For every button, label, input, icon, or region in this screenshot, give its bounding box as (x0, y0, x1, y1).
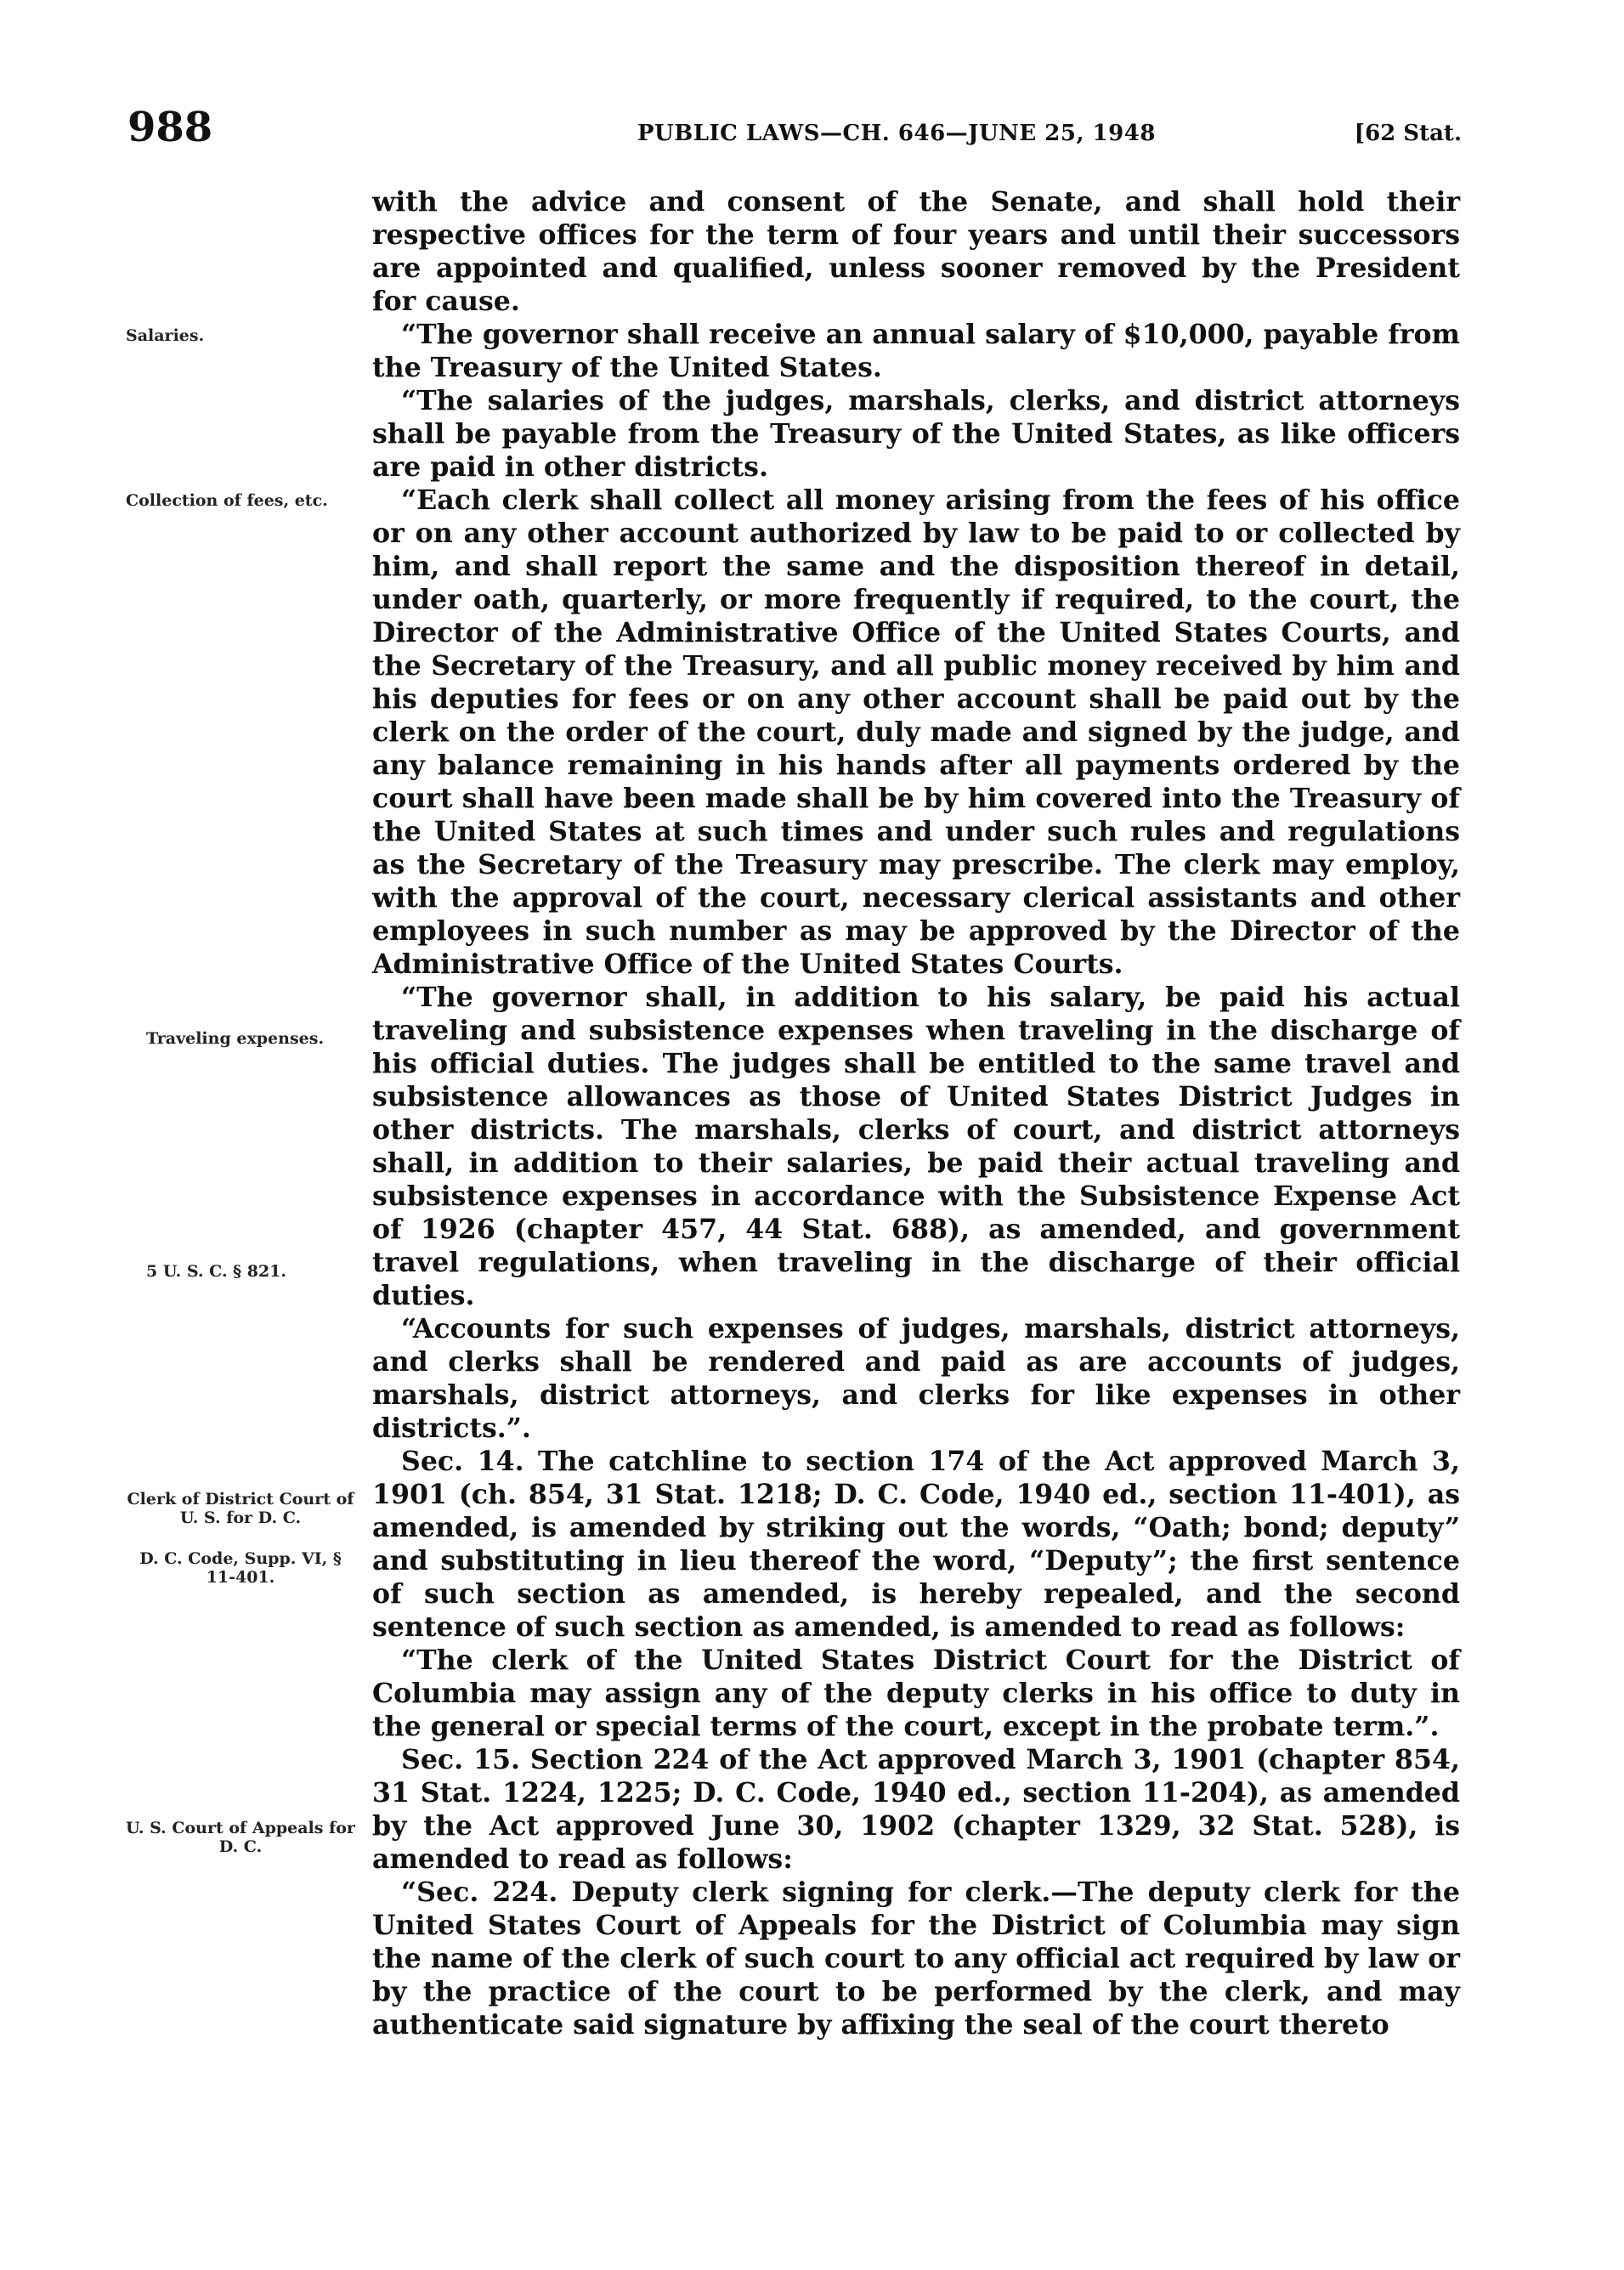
margin-note-traveling-expenses: Traveling expenses. (146, 1029, 325, 1048)
paragraph: “Each clerk shall collect all money arising from the fees of his office or on any other account authorized by law to be paid to or collected by him, and shall report the same and the disposition thereof in detail, under oath, quarterly, or more frequently if required, to the court, the Director of the Administrative Office of the United States Courts, and the Secretary of the Treasury, and all public money received by him and his deputies for fees or on any other account shall be paid out by the clerk on the order of the court, duly made and signed by the judge, and any balance remaining in his hands after all payments ordered by the court shall have been made shall be by him covered into the Treasury of the United States at such times and under such rules and regulations as the Secretary of the Treasury may prescribe. The clerk may employ, with the approval of the court, necessary clerical assistants and other employees in such number as may be approved by the Director of the Administrative Office of the United States Courts. (372, 484, 1460, 980)
paragraph: “The salaries of the judges, marshals, clerks, and district attorneys shall be payable from the Treasury of the United States, as like officers are paid in other districts. (372, 385, 1460, 483)
paragraph: “Accounts for such expenses of judges, marshals, district attorneys, and clerks shall be rendered and paid as are accounts of judges, marshals, district attorneys, and clerks for like expenses in other districts.”. (372, 1313, 1460, 1444)
running-head: PUBLIC LAWS—CH. 646—JUNE 25, 1948 (637, 121, 1156, 146)
margin-note-court-of-appeals: U. S. Court of Appeals for D. C. (126, 1819, 355, 1856)
paragraph: “The governor shall, in addition to his salary, be paid his actual traveling and subsistence expenses when traveling in the discharge of his official duties. The judges shall be entitled to the same travel and subsistence allowances as those of United States District Judges in other districts. The marshals, clerks of court, and district attorneys shall, in addition to their salaries, be paid their actual traveling and subsistence expenses in accordance with the Subsistence Expense Act of 1926 (chapter 457, 44 Stat. 688), as amended, and government travel regulations, when traveling in the discharge of their official duties. (372, 982, 1460, 1311)
volume-reference: [62 Stat. (1354, 121, 1462, 146)
paragraph: “Sec. 224. Deputy clerk signing for clerk.—The deputy clerk for the United States Court of Appeals for the District of Columbia may sign the name of the clerk of such court to any official act required by law or by the practice of the court to be performed by the clerk, and may authenticate said signature by affixing the seal of the court thereto (372, 1877, 1460, 2041)
margin-note-clerk-of-district-court: Clerk of District Court of U. S. for D. C. (127, 1490, 354, 1527)
margin-note-usc-ref: 5 U. S. C. § 821. (146, 1262, 287, 1281)
margin-note-dc-code-ref: D. C. Code, Supp. VI, § 11-401. (139, 1549, 342, 1587)
paragraph: Sec. 15. Section 224 of the Act approved March 3, 1901 (chapter 854, 31 Stat. 1224, 1225; D. C. Code, 1940 ed., section 11-204), as amended by the Act approved June 30, 1902 (chapter 1329, 32 Stat. 528), is amended to read as follows: (372, 1744, 1460, 1875)
paragraph: “The clerk of the United States District Court for the District of Columbia may assign any of the deputy clerks in his office to duty in the general or special terms of the court, except in the probate term.”. (372, 1644, 1460, 1742)
page-header (127, 104, 1462, 161)
paragraph: with the advice and consent of the Senate, and shall hold their respective offices for the term of four years and until their successors are appointed and qualified, unless sooner removed by the President for cause. (372, 186, 1460, 317)
page-number: 988 (127, 104, 213, 151)
paragraph: Sec. 14. The catchline to section 174 of the Act approved March 3, 1901 (ch. 854, 31 Stat. 1218; D. C. Code, 1940 ed., section 11-401), as amended, is amended by striking out the words, “Oath; bond; deputy” and substituting in lieu thereof the word, “Deputy”; the first sentence of such section as amended, is hereby repealed, and the second sentence of such section as amended, is amended to read as follows: (372, 1446, 1460, 1643)
body-text (372, 185, 1460, 2041)
margin-note-collection-of-fees: Collection of fees, etc. (126, 491, 328, 510)
paragraph: “The governor shall receive an annual salary of $10,000, payable from the Treasury of the United States. (372, 319, 1460, 383)
margin-note-salaries: Salaries. (126, 326, 205, 345)
